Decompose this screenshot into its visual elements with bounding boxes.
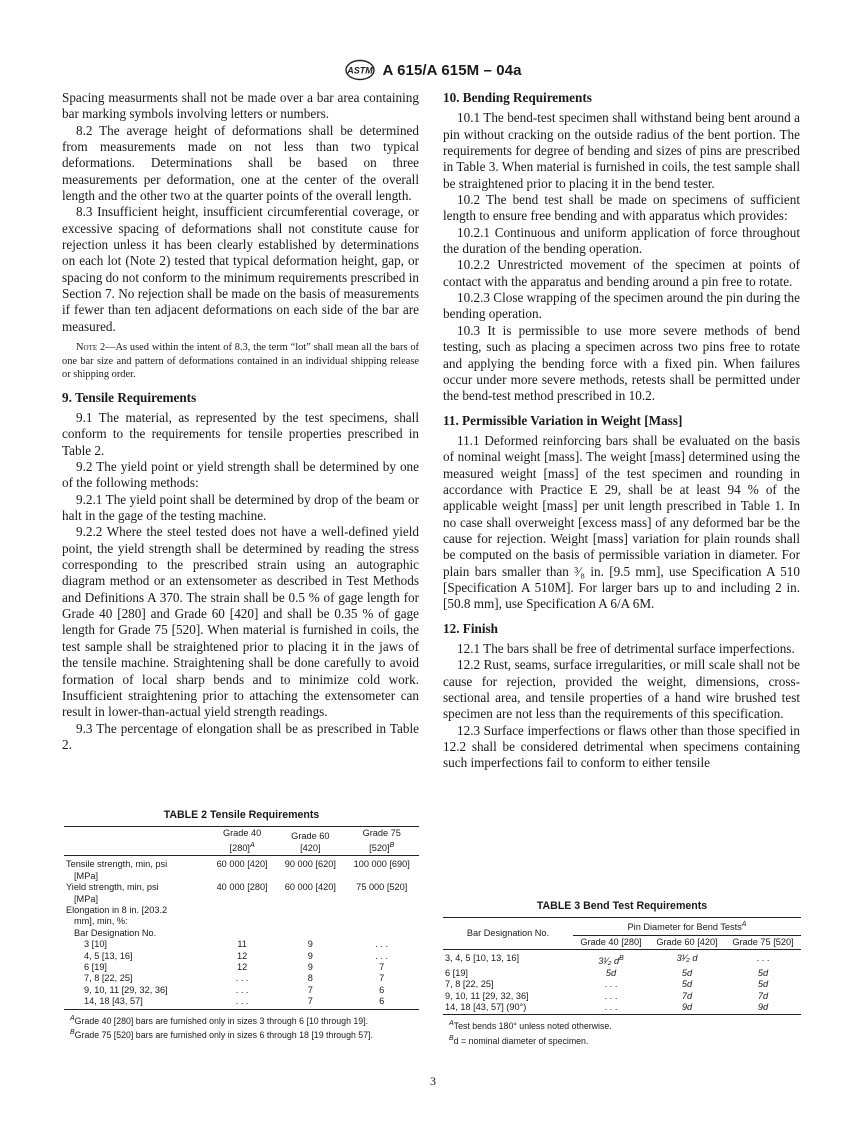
table-cell: . . .	[375, 950, 389, 961]
table-row	[64, 962, 419, 973]
table-cell: . . .	[604, 979, 618, 990]
table-row	[64, 871, 419, 882]
table-row	[443, 991, 801, 1002]
table-cell: 7	[379, 961, 385, 972]
section-9-heading: 9. Tensile Requirements	[62, 389, 197, 405]
table-cell: 9d	[725, 1002, 801, 1015]
table-cell: 5d	[605, 967, 617, 978]
paragraph-10-2-2: 10.2.2 Unrestricted movement of the specimen at points of contact with the apparatus and bending around a pin free to rotate.	[443, 257, 800, 289]
table-cell: 6	[344, 996, 419, 1009]
table-2-footnote-b: $^B$Grade 75 [520] bars are furnished only in sizes 6 through 18 [19 through 57].	[70, 1028, 373, 1040]
table-3-footnote-a: $^A$Test bends 180° unless noted otherwise.	[449, 1020, 612, 1032]
paragraph-12-3: 12.3 Surface imperfections or flaws other than those specified in 12.2 shall be considered detrimental when specimens containing such imperfections fail to conform to either tensile	[443, 722, 800, 771]
table-2-header-grade-40: Grade 40 $[280]^A$	[208, 827, 276, 856]
table-cell: 7	[307, 984, 313, 995]
table-row	[64, 882, 419, 893]
section-12-heading: 12. Finish	[443, 620, 498, 636]
table-3-footnote-b: $^B$d = nominal diameter of specimen.	[449, 1034, 589, 1046]
table-cell: 7d	[681, 990, 693, 1001]
standard-designation: A 615/A 615M – 04a	[382, 61, 522, 79]
table-row	[443, 968, 801, 979]
table-cell: 40 000 [280]	[216, 882, 268, 893]
table-3-header-bar-designation: Bar Designation No.	[443, 918, 573, 950]
table-2-header-grade-60: Grade 60 [420]	[276, 827, 344, 856]
table-2-tensile-label: Tensile strength, min, psi	[66, 859, 168, 870]
paragraph-12-2: 12.2 Rust, seams, surface irregularities, or mill scale shall not be cause for rejection, provided the weight, dimensions, cross-sectional area, and tensile properties of a hand wire brushed test specimen are not less than the requirements of this specification.	[443, 657, 800, 722]
paragraph-9-2: 9.2 The yield point or yield strength shall be determined by one of the following methods:	[62, 459, 419, 491]
astm-logo-text: ASTM	[347, 65, 374, 76]
table-cell: 100 000 [690]	[353, 859, 410, 870]
table-cell: 14, 18 [43, 57]	[64, 996, 208, 1009]
table-cell: 3¹⁄₂ $d^B$	[598, 955, 624, 967]
table-2-yield-label: Yield strength, min, psi	[66, 882, 159, 893]
table-cell: 3 [10]	[84, 939, 107, 950]
note-2-label: Note 2	[76, 342, 106, 354]
table-row	[64, 973, 419, 984]
table-cell: . . .	[235, 984, 249, 995]
table-row	[443, 979, 801, 990]
table-2-footnotes	[64, 1013, 419, 1042]
paragraph-12-1: 12.1 The bars shall be free of detrimental surface imperfections.	[457, 641, 795, 656]
table-2-bar-designation-label: Bar Designation No.	[74, 927, 157, 938]
table-3-grid	[443, 917, 801, 1015]
table-3-header-grade-60: Grade 60 [420]	[649, 935, 725, 949]
table-2-yield-unit: [MPa]	[74, 893, 98, 904]
table-row	[64, 905, 419, 916]
table-3-header-row-1	[443, 918, 801, 935]
table-2-elongation-label-2: mm], min, %:	[74, 916, 128, 927]
table-2-header-row	[64, 827, 419, 856]
paragraph-10-3: 10.3 It is permissible to use more severe methods of bend testing, such as placing a specimen across two pins free to rotate and applying the bending force with a fixed pin. When failures occur under more severe methods, retests shall be permitted under the bend-test method prescribed in 10.2.	[443, 322, 800, 404]
table-cell: 9, 10, 11 [29, 32, 36]	[84, 984, 168, 995]
table-row	[64, 985, 419, 996]
table-row	[443, 1002, 801, 1015]
table-cell: 12	[236, 950, 248, 961]
table-2-footnote-a: $^A$Grade 40 [280] bars are furnished only in sizes 3 through 6 [10 through 19].	[70, 1014, 369, 1026]
table-2-title: TABLE 2 Tensile Requirements	[163, 809, 320, 821]
table-cell: 3, 4, 5 [10, 13, 16]	[445, 953, 520, 964]
table-row	[64, 916, 419, 927]
right-column	[443, 90, 800, 772]
table-2	[64, 810, 419, 1041]
table-cell: 4, 5 [13, 16]	[84, 950, 133, 961]
table-cell: 9, 10, 11 [29, 32, 36]	[445, 990, 529, 1001]
astm-logo-icon	[344, 59, 376, 81]
left-column	[62, 90, 419, 753]
table-3-header-grade-75: Grade 75 [520]	[725, 935, 801, 949]
table-cell: 9d	[649, 1002, 725, 1015]
table-cell: 6 [19]	[445, 967, 468, 978]
table-2-elongation-label: Elongation in 8 in. [203.2	[66, 904, 168, 915]
table-row	[64, 996, 419, 1009]
table-cell: 7	[379, 973, 385, 984]
paragraph-11-1: 11.1 Deformed reinforcing bars shall be evaluated on the basis of nominal weight [mass]. The weight [mass] determined using the measured weight [mass] of the test specimen and rounding in accordance with Practice E 29, shall be at least 94 % of the applicable weight [mass] per unit length prescribed in Table 1. In no case shall overweight [excess mass] of any deformed bar be the cause for rejection. Weight [mass] variation for plain rounds shall be computed on the basis of permissible variation in diameter. For plain bars smaller than ³⁄₈ in. [9.5 mm], use Specification A 510 [Specification A 510M]. For larger bars up to and including 2 in. [50.8 mm], use Specification A 6/A 6M.	[443, 432, 800, 612]
table-cell: 7, 8 [22, 25]	[84, 973, 133, 984]
page-number: 3	[430, 1074, 436, 1088]
table-cell: 6	[379, 984, 385, 995]
paragraph-9-2-2: 9.2.2 Where the steel tested does not have a well-defined yield point, the yield strength shall be determined by reading the stress corresponding to the prescribed strain using an autographic diagram method or an extensometer as described in Test Methods and Definitions A 370. The strain shall be 0.5 % of gage length for Grade 40 [280] and Grade 60 [420] and shall be 0.35 % of gage length for Grade 75 [520]. When material is furnished in coils, the test sample shall be straightened prior to placing it in the jaws of the tensile machine. Straightening shall be done carefully to avoid formation of local sharp bends and to minimize cold work. Insufficient straightening prior to attaching the extensometer can result in lower-than-actual yield strength readings.	[62, 524, 419, 720]
table-cell: . . .	[756, 953, 770, 964]
table-cell: 90 000 [620]	[284, 859, 336, 870]
paragraph-10-2-3: 10.2.3 Close wrapping of the specimen around the pin during the bending operation.	[443, 290, 800, 322]
table-cell: 8	[307, 973, 313, 984]
table-row	[64, 928, 419, 939]
table-cell: 75 000 [520]	[356, 882, 408, 893]
table-cell: 60 000 [420]	[216, 859, 268, 870]
table-cell: 9	[307, 950, 313, 961]
table-cell: . . .	[375, 939, 389, 950]
table-row	[64, 939, 419, 950]
table-cell: . . .	[208, 996, 276, 1009]
table-cell: 60 000 [420]	[284, 882, 336, 893]
paragraph-9-2-1: 9.2.1 The yield point shall be determined by drop of the beam or halt in the gage of the testing machine.	[62, 491, 419, 524]
table-2-grid	[64, 826, 419, 1009]
table-cell: 14, 18 [43, 57] (90°)	[443, 1002, 573, 1015]
paragraph-8-3: 8.3 Insufficient height, insufficient circumferential coverage, or excessive spacing of deformations shall not constitute cause for rejection unless it has been clearly established by determinations on each lot (Note 2) tested that typical deformation height, gap, or spacing do not conform to the minimum requirements prescribed in Section 7. No rejection shall be made on the basis of measurements if fewer than ten adjacent deformations on each side of the bar are measured.	[62, 204, 419, 334]
table-cell: 6 [19]	[84, 961, 107, 972]
table-3-footnotes	[443, 1018, 801, 1047]
table-3	[443, 901, 801, 1047]
table-cell: . . .	[235, 973, 249, 984]
table-cell: 7, 8 [22, 25]	[445, 979, 494, 990]
table-cell: 9	[307, 961, 313, 972]
table-cell: . . .	[604, 990, 618, 1001]
note-2	[62, 341, 419, 382]
table-row	[443, 950, 801, 968]
table-cell: 5d	[757, 967, 769, 978]
table-cell: 3¹⁄₂ d	[676, 953, 698, 964]
table-cell: 7d	[757, 990, 769, 1001]
section-10-heading: 10. Bending Requirements	[443, 90, 592, 105]
table-cell: 5d	[681, 979, 693, 990]
table-cell: 7	[276, 996, 344, 1009]
paragraph-9-3: 9.3 The percentage of elongation shall be as prescribed in Table 2.	[62, 720, 419, 752]
paragraph-8-2: 8.2 The average height of deformations shall be determined from measurements made on not less than two typical deformations. Determinations shall be based on three measurements per deformation, one at the center of the overall length and the other two at the quarter points of the overall length.	[62, 122, 419, 204]
paragraph-10-2: 10.2 The bend test shall be made on specimens of sufficient length to ensure free bending and with apparatus which provides:	[443, 192, 800, 224]
table-cell: 12	[236, 961, 248, 972]
table-row	[64, 894, 419, 905]
page-header	[0, 57, 866, 83]
table-row	[64, 856, 419, 871]
table-2-header-grade-75: Grade 75 $[520]^B$	[344, 827, 419, 856]
table-row	[64, 951, 419, 962]
table-cell: 11	[237, 939, 247, 950]
paragraph-9-1: 9.1 The material, as represented by the test specimens, shall conform to the requirements for tensile properties prescribed in Table 2.	[62, 410, 419, 458]
note-2-text: —As used within the intent of 8.3, the term “lot” shall mean all the bars of one bar size and pattern of deformations contained in an individual shipping release or shipping order.	[62, 342, 420, 381]
table-3-header-pin-diameter: Pin Diameter for Bend Tests$^A$	[573, 918, 801, 935]
table-cell: 9	[307, 939, 313, 950]
table-cell: 5d	[757, 979, 769, 990]
table-cell: . . .	[573, 1002, 649, 1015]
paragraph-8-1-cont: Spacing measurments shall not be made over a bar area containing bar marking symbols involving letters or numbers.	[62, 90, 419, 122]
table-cell: 5d	[681, 967, 693, 978]
section-11-heading: 11. Permissible Variation in Weight [Mass]	[443, 412, 683, 428]
table-3-header-grade-40: Grade 40 [280]	[573, 935, 649, 949]
paragraph-10-2-1: 10.2.1 Continuous and uniform application of force throughout the duration of the bending operation.	[443, 224, 800, 257]
paragraph-10-1: 10.1 The bend-test specimen shall withstand being bent around a pin without cracking on the outside radius of the bent portion. The requirements for degree of bending and sizes of pins are prescribed in Table 3. When material is furnished in coils, the test sample shall be straightened prior to placing it in the bend tester.	[443, 110, 800, 191]
table-2-header-blank	[64, 827, 208, 856]
table-3-title: TABLE 3 Bend Test Requirements	[536, 900, 708, 912]
table-2-tensile-unit: [MPa]	[74, 870, 98, 881]
